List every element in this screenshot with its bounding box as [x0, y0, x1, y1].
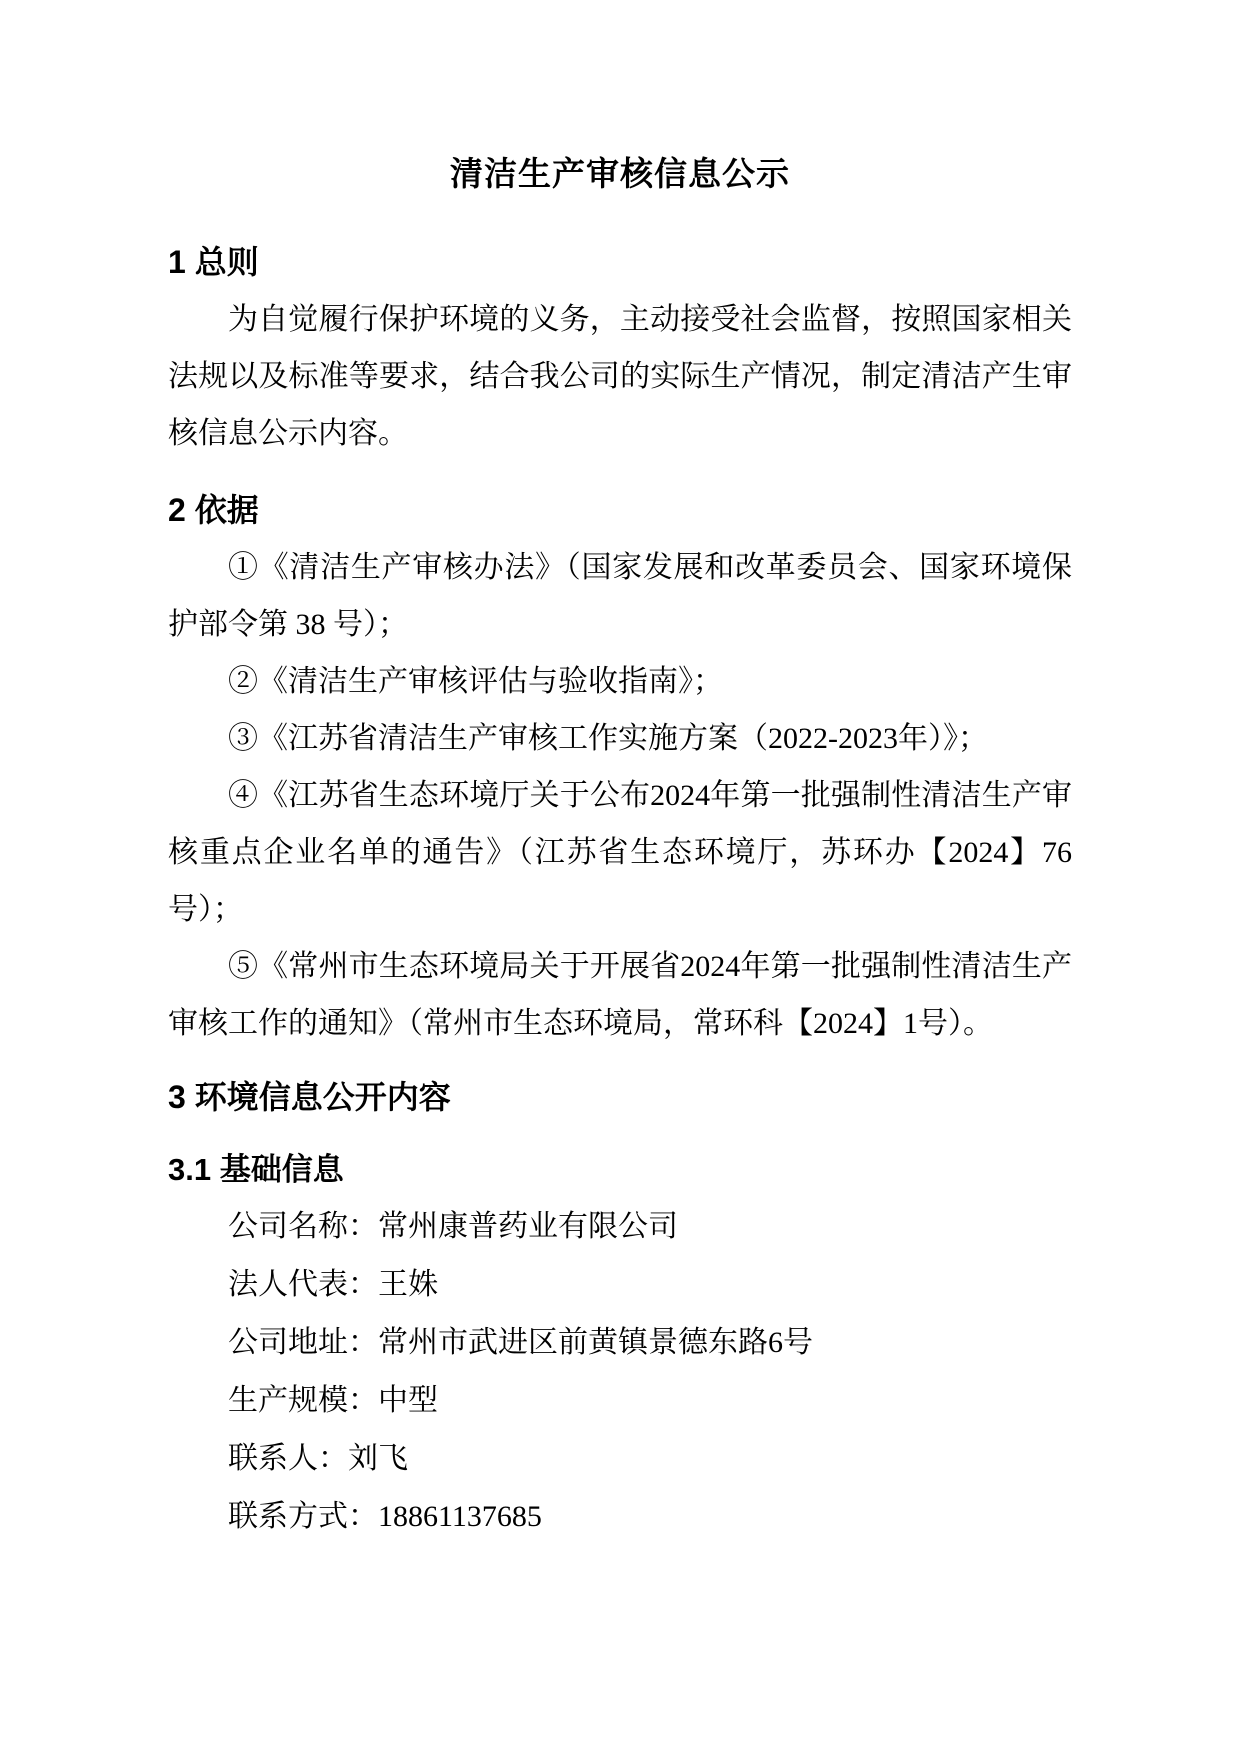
section-3-1-heading: 3.1 基础信息: [168, 1152, 344, 1187]
info-line-contact-person: 联系人：刘飞: [228, 1442, 408, 1475]
basis-item-3: ③《江苏省清洁生产审核工作实施方案（2022-2023年）》；: [228, 722, 988, 755]
basis-item-2: ②《清洁生产审核评估与验收指南》；: [228, 665, 723, 698]
basis-item-4: ④《江苏省生态环境厅关于公布2024年第一批强制性清洁生产审核重点企业名单的通告》（江苏省生态环境厅，苏环办【2024】76号）；: [168, 779, 1072, 926]
info-line-legal-representative: 法人代表：王姝: [228, 1268, 438, 1301]
info-line-contact-number: 联系方式：18861137685: [228, 1500, 542, 1533]
info-line-production-scale: 生产规模：中型: [228, 1384, 438, 1417]
info-line-company-address: 公司地址：常州市武进区前黄镇景德东路6号: [228, 1326, 813, 1359]
document-title: 清洁生产审核信息公示: [450, 155, 790, 192]
section-1-paragraph: 为自觉履行保护环境的义务，主动接受社会监督，按照国家相关法规以及标准等要求，结合我公司的实际生产情况，制定清洁产生审核信息公示内容。: [168, 303, 1072, 450]
section-2-heading: 2 依据: [168, 492, 259, 528]
basis-item-1: ①《清洁生产审核办法》（国家发展和改革委员会、国家环境保护部令第 38 号）；: [168, 551, 1072, 641]
section-1-heading: 1 总则: [168, 244, 259, 280]
info-line-company-name: 公司名称：常州康普药业有限公司: [228, 1210, 678, 1243]
basis-item-5: ⑤《常州市生态环境局关于开展省2024年第一批强制性清洁生产审核工作的通知》（常州市生态环境局，常环科【2024】1号）。: [168, 950, 1072, 1040]
section-3-heading: 3 环境信息公开内容: [168, 1079, 451, 1115]
